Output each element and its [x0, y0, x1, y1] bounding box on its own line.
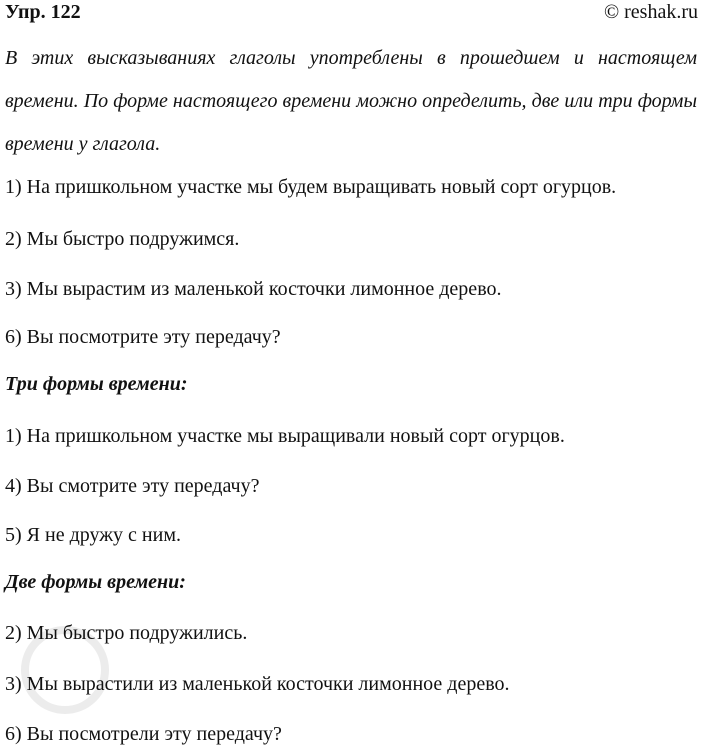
- list-item: 2) Мы быстро подружились.: [5, 622, 248, 644]
- list-item: 2) Мы быстро подружимся.: [5, 228, 240, 250]
- list-item: 3) Мы вырастим из маленькой косточки лимонное дерево.: [5, 278, 502, 300]
- list-item: 1) На пришкольном участке мы выращивали новый сорт огурцов.: [5, 425, 565, 447]
- intro-paragraph: В этих высказываниях глаголы употреблены в прошедшем и настоящем времени. По форме настоящего времени можно определить, две или три формы времени у глагола.: [5, 47, 697, 155]
- section-heading: Три формы времени:: [5, 373, 188, 395]
- list-item: 4) Вы смотрите эту передачу?: [5, 475, 260, 497]
- list-item: 1) На пришкольном участке мы будем выращивать новый сорт огурцов.: [5, 176, 617, 198]
- copyright: © reshak.ru: [603, 1, 698, 23]
- list-item: 5) Я не дружу с ним.: [5, 524, 181, 546]
- exercise-title: Упр. 122: [5, 1, 81, 23]
- list-item: 6) Вы посмотрите эту передачу?: [5, 326, 281, 348]
- list-item: 3) Мы вырастили из маленькой косточки лимонное дерево.: [5, 673, 510, 695]
- list-item: 6) Вы посмотрели эту передачу?: [5, 723, 282, 745]
- section-heading: Две формы времени:: [5, 571, 186, 593]
